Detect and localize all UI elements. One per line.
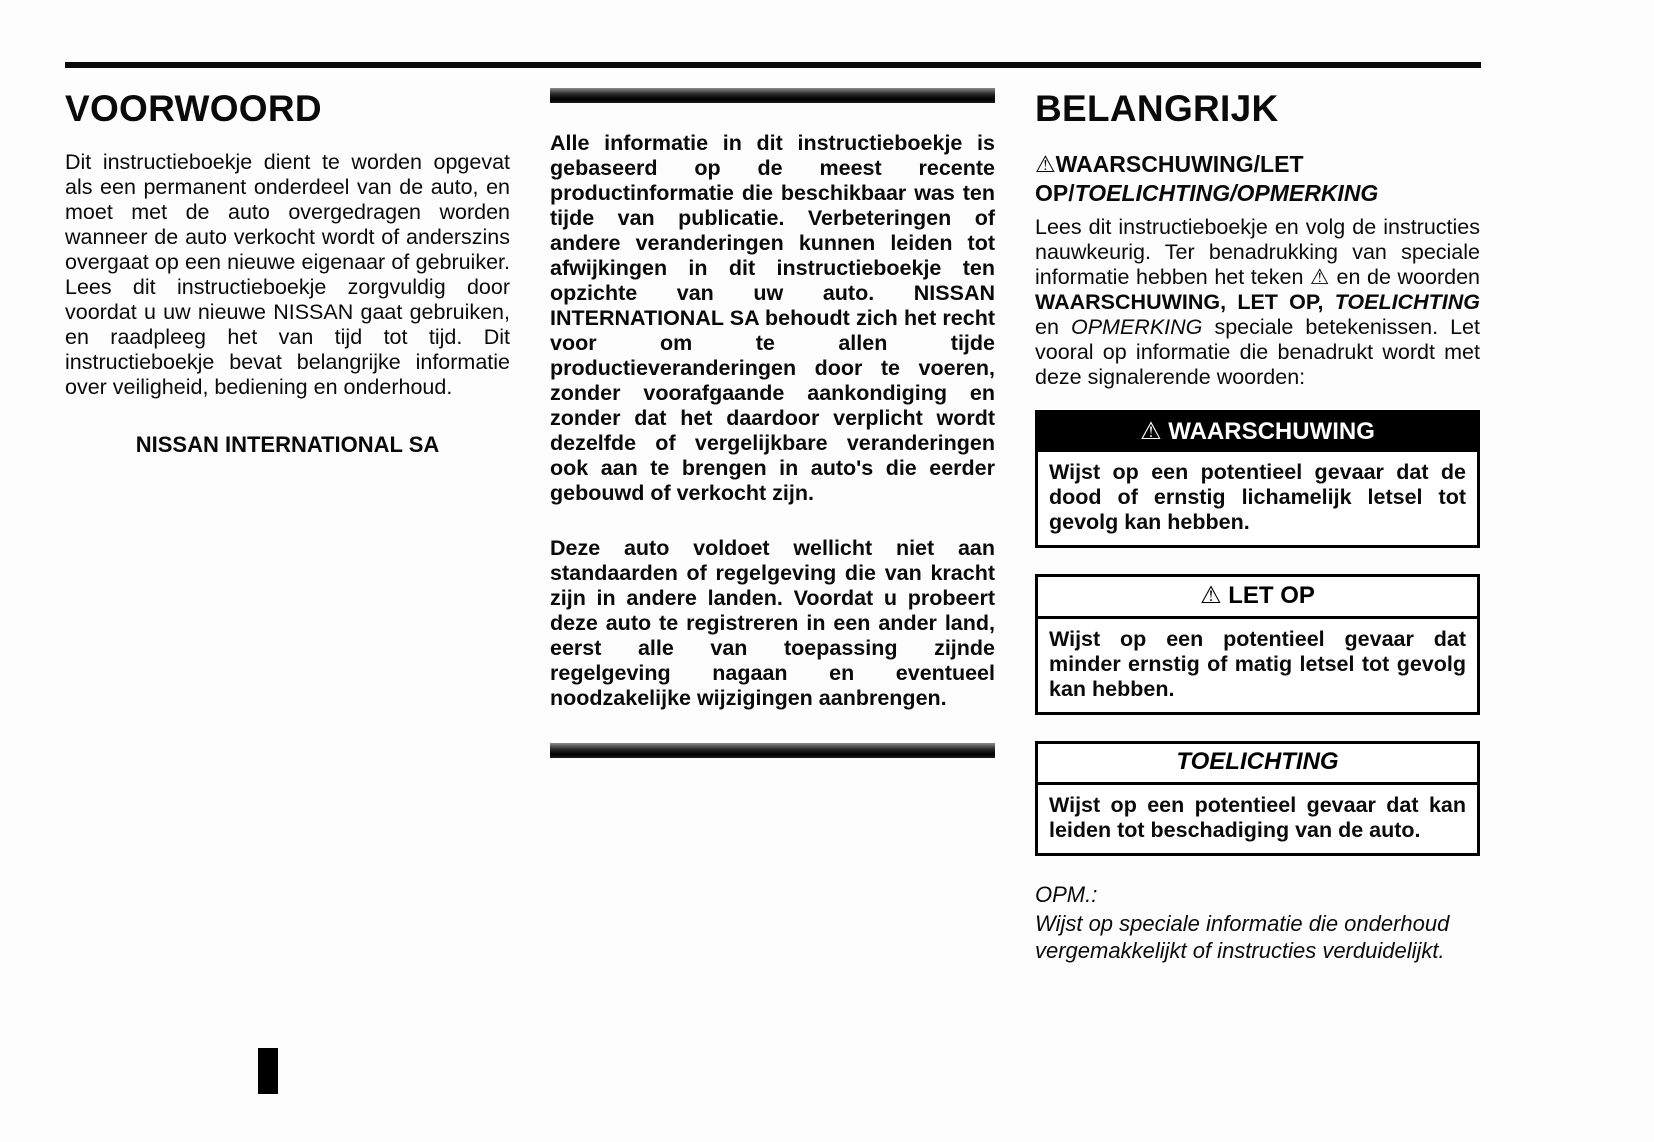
- subheading-bold-text: WAARSCHUWING/LET OP/: [1035, 151, 1304, 206]
- belangrijk-subheading: [1035, 150, 1480, 207]
- opm-text: Wijst op speciale informatie die onderhoud vergemakkelijkt of instructies verduidelijkt.: [1035, 911, 1450, 963]
- notice-paragraph-2: Deze auto voldoet wellicht niet aan standaarden of regelgeving die van kracht zijn in andere landen. Voordat u probeert deze auto te registreren in een ander land, eerst alle van toepassing zijnde regelgeving nagaan en eventueel noodzakelijke wijzigingen aanbrengen.: [550, 536, 995, 710]
- intro-text-3: speciale betekenissen. Let vooral op informatie die benadrukt wordt met deze signalerende woorden:: [1035, 315, 1480, 389]
- intro-text-1: Lees dit instructieboekje en volg de instructies nauwkeurig. Ter benadrukking van speciale informatie hebben het teken: [1035, 215, 1480, 289]
- voorwoord-title: VOORWOORD: [65, 88, 322, 129]
- intro-word-opmerking: OPMERKING: [1070, 315, 1203, 339]
- top-rule: [65, 62, 1481, 68]
- intro-conjunction: en: [1035, 315, 1059, 339]
- intro-text-2: en de woorden: [1336, 265, 1480, 289]
- binding-mark: [258, 1048, 278, 1094]
- opm-label: OPM.:: [1035, 882, 1098, 907]
- notice-section: [550, 88, 995, 964]
- manual-page-columns: [65, 88, 1481, 964]
- waarschuwing-box-body: Wijst op een potentieel gevaar dat de dood of ernstig lichamelijk letsel tot gevolg kan hebben.: [1049, 460, 1466, 534]
- separator-bar-bottom: [550, 743, 995, 758]
- letop-header-label: LET OP: [1228, 582, 1315, 609]
- caution-triangle-icon: ⚠: [1200, 581, 1222, 609]
- toelichting-header-label: TOELICHTING: [1176, 748, 1339, 775]
- letop-box-header: [1038, 577, 1477, 619]
- waarschuwing-box-header: [1038, 413, 1477, 452]
- warning-triangle-icon-white: ⚠: [1140, 417, 1162, 445]
- waarschuwing-box: [1035, 410, 1480, 548]
- voorwoord-signature: NISSAN INTERNATIONAL SA: [135, 432, 440, 457]
- voorwoord-paragraph: Dit instructieboekje dient te worden opgevat als een permanent onderdeel van de auto, en moet met de auto overgedragen worden wanneer de auto verkocht wordt of anderszins overgaat op een nieuwe eigenaar of gebruiker. Lees dit instructieboekje zorgvuldig door voordat u uw nieuwe NISSAN gaat gebruiken, en raadpleeg het van tijd tot tijd. Dit instructieboekje bevat belangrijke informatie over veiligheid, bediening en onderhoud.: [65, 150, 510, 399]
- waarschuwing-header-label: WAARSCHUWING: [1168, 418, 1375, 445]
- voorwoord-section: [65, 88, 510, 964]
- letop-box-body: Wijst op een potentieel gevaar dat minder ernstig of matig letsel tot gevolg kan hebben.: [1049, 627, 1466, 701]
- belangrijk-intro-paragraph: [1035, 215, 1480, 390]
- separator-bar-top: [550, 88, 995, 103]
- subheading-italic-text: TOELICHTING/OPMERKING: [1074, 180, 1379, 206]
- belangrijk-title: BELANGRIJK: [1035, 88, 1279, 129]
- warning-triangle-icon: ⚠: [1035, 152, 1056, 178]
- intro-word-toelichting: TOELICHTING: [1334, 290, 1480, 314]
- toelichting-box-header: [1038, 744, 1477, 785]
- intro-word-waarschuwing: WAARSCHUWING,: [1035, 290, 1227, 314]
- intro-word-letop: LET OP,: [1237, 290, 1324, 314]
- toelichting-box: [1035, 741, 1480, 856]
- warning-triangle-icon-inline: ⚠: [1310, 265, 1330, 290]
- notice-paragraph-1: Alle informatie in dit instructieboekje is gebaseerd op de meest recente productinformatie die beschikbaar was ten tijde van publicatie. Verbeteringen of andere veranderingen kunnen leiden tot afwijkingen in dit instructieboekje ten opzichte van uw auto. NISSAN INTERNATIONAL SA behoudt zich het recht voor om te allen tijde productieveranderingen door te voeren, zonder voorafgaande aankondiging en zonder dat het daardoor verplicht wordt dezelfde of vergelijkbare veranderingen ook aan te brengen in auto's die eerder gebouwd of verkocht zijn.: [550, 131, 995, 505]
- toelichting-box-body: Wijst op een potentieel gevaar dat kan leiden tot beschadiging van de auto.: [1049, 793, 1466, 842]
- letop-box: [1035, 574, 1480, 715]
- belangrijk-section: [1035, 88, 1480, 964]
